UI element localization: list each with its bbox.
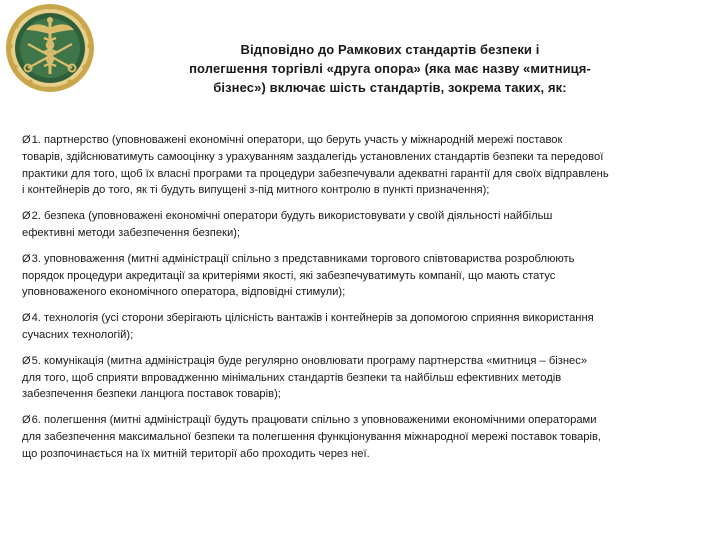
list-item-line: і контейнерів до того, як ті будуть випущені з-під митного контролю в пункті призначення); [22,184,490,197]
arrow-bullet-icon: Ø [22,312,31,325]
title-line: Відповідно до Рамкових стандартів безпеки і [240,42,540,57]
list-item-line: Ø1. партнерство (уповноважені економічні оператори, що беруть участь у міжнародній мережі поставок [22,134,563,146]
list-item-line: Ø2. безпека (уповноважені економічні оператори будуть використовувати у своїй діяльності найбільш [22,210,553,223]
standards-list [22,132,698,472]
list-item-line: для того, щоб сприяти впровадженню мінімальних стандартів безпеки та найбільш ефективних методів [22,371,562,384]
arrow-bullet-icon: Ø [22,210,31,223]
list-item-line: практики для того, щоб їх власні програми та процедури забезпечували адекватні гарантії для своїх відправлень [22,167,609,180]
list-item [22,310,698,344]
list-item-line: сучасних технологій); [22,328,134,341]
list-item-line: Ø5. комунікація (митна адміністрація буде регулярно оновлювати програму партнерства «митниця – бізнес» [22,354,588,367]
arrow-bullet-icon: Ø [22,252,31,265]
list-item-line: забезпечення безпеки ланцюга поставок товарів); [22,388,281,401]
list-item [22,208,698,242]
arrow-bullet-icon: Ø [22,134,31,146]
list-item-line: Ø6. полегшення (митні адміністрації будуть працювати спільно з уповноваженими економічними операторами [22,414,597,427]
list-item-line: ефективні методи забезпечення безпеки); [22,226,241,239]
list-item-line: Ø4. технологія (усі сторони зберігають цілісність вантажів і контейнерів за допомогою сприяння використання [22,312,594,325]
title-line: полегшення торгівлі «друга опора» (яка має назву «митниця- [189,61,591,76]
arrow-bullet-icon: Ø [22,414,31,427]
customs-emblem-icon [4,2,96,94]
list-item-line: Ø3. уповноваження (митні адміністрації спільно з представниками торгового співтовариства розроблюють [22,252,575,265]
arrow-bullet-icon: Ø [22,354,31,367]
list-item-line: для забезпечення максимальної безпеки та полегшення функціонування міжнародної мережі поставок товарів, [22,430,601,443]
list-item [22,353,698,403]
list-item-line: уповноваженого економічного оператора, відповідні стимули); [22,286,346,299]
list-item [22,251,698,301]
title-line: бізнес») включає шість стандартів, зокрема таких, як: [213,80,567,95]
list-item-line: товарів, здійснюватимуть самооцінку з урахуванням заздалегідь установлених стандартів безпеки та передової [22,150,604,163]
list-item [22,412,698,462]
list-item-line: що розпочинається на їх митній території або проходить через неї. [22,447,370,460]
list-item [22,132,698,199]
list-item-line: порядок процедури акредитації за критеріями якості, які забезпечуватимуть компанії, що мають статус [22,269,556,282]
page-title [150,40,630,97]
